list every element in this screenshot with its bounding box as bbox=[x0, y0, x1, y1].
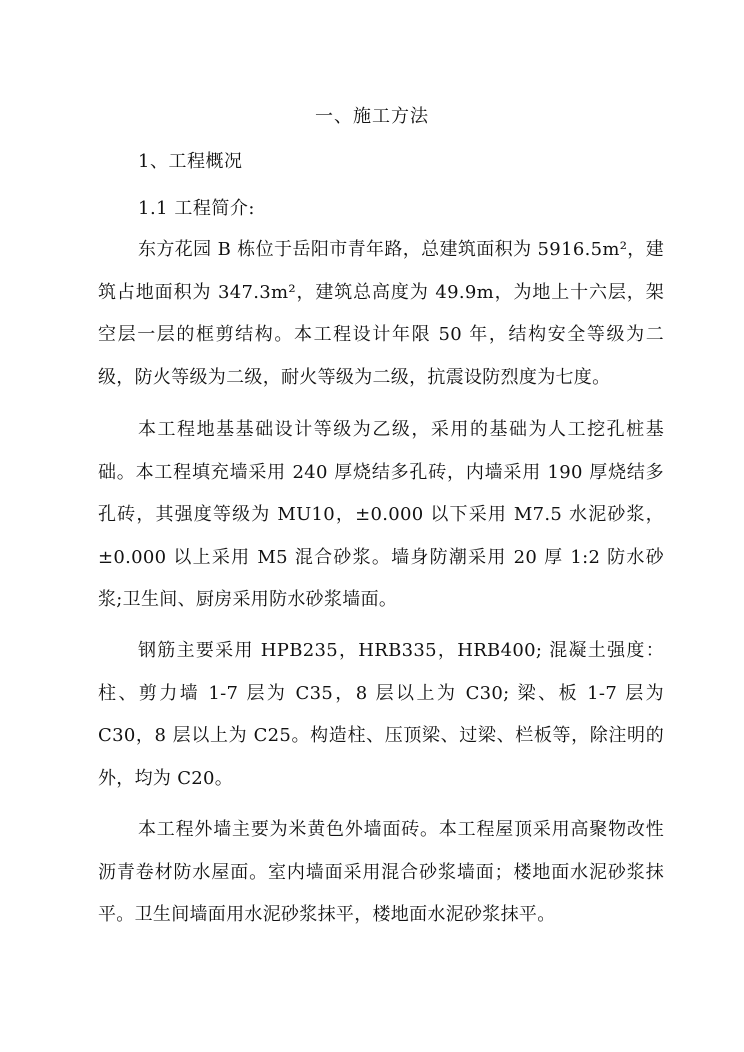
subsection-title-1-1: 1.1 工程简介: bbox=[138, 198, 255, 219]
paragraph-materials: 钢筋主要采用 HPB235，HRB335，HRB400; 混凝土强度：柱、剪力墙 1-7 层为 C35，8 层以上为 C30; 梁、板 1-7 层为 C30，8 层以上为 C25。构造柱、压顶梁、过梁、栏板等，除注明的外，均为 C20。 bbox=[98, 640, 664, 789]
paragraph-finishes: 本工程外墙主要为米黄色外墙面砖。本工程屋顶采用高聚物改性沥青卷材防水屋面。室内墙面采用混合砂浆墙面；楼地面水泥砂浆抹平。卫生间墙面用水泥砂浆抹平，楼地面水泥砂浆抹平。 bbox=[98, 819, 664, 925]
paragraph-foundation: 本工程地基基础设计等级为乙级，采用的基础为人工挖孔桩基础。本工程填充墙采用 240 厚烧结多孔砖，内墙采用 190 厚烧结多孔砖，其强度等级为 MU10，±0.000 以下采用 M7.5 水泥砂浆，±0.000 以上采用 M5 混合砂浆。墙身防潮采用 20 厚 1:2 防水砂浆;卫生间、厨房采用防水砂浆墙面。 bbox=[98, 419, 664, 610]
subsection-title: 1、工程概况 bbox=[138, 151, 243, 172]
section-heading: 一、施工方法 bbox=[315, 106, 429, 127]
paragraph-overview: 东方花园 B 栋位于岳阳市青年路，总建筑面积为 5916.5m²，建筑占地面积为 347.3m²，建筑总高度为 49.9m，为地上十六层，架空层一层的框剪结构。本工程设计年限 50 年，结构安全等级为二级，防火等级为二级，耐火等级为二级，抗震设防烈度为七度。 bbox=[98, 239, 664, 388]
